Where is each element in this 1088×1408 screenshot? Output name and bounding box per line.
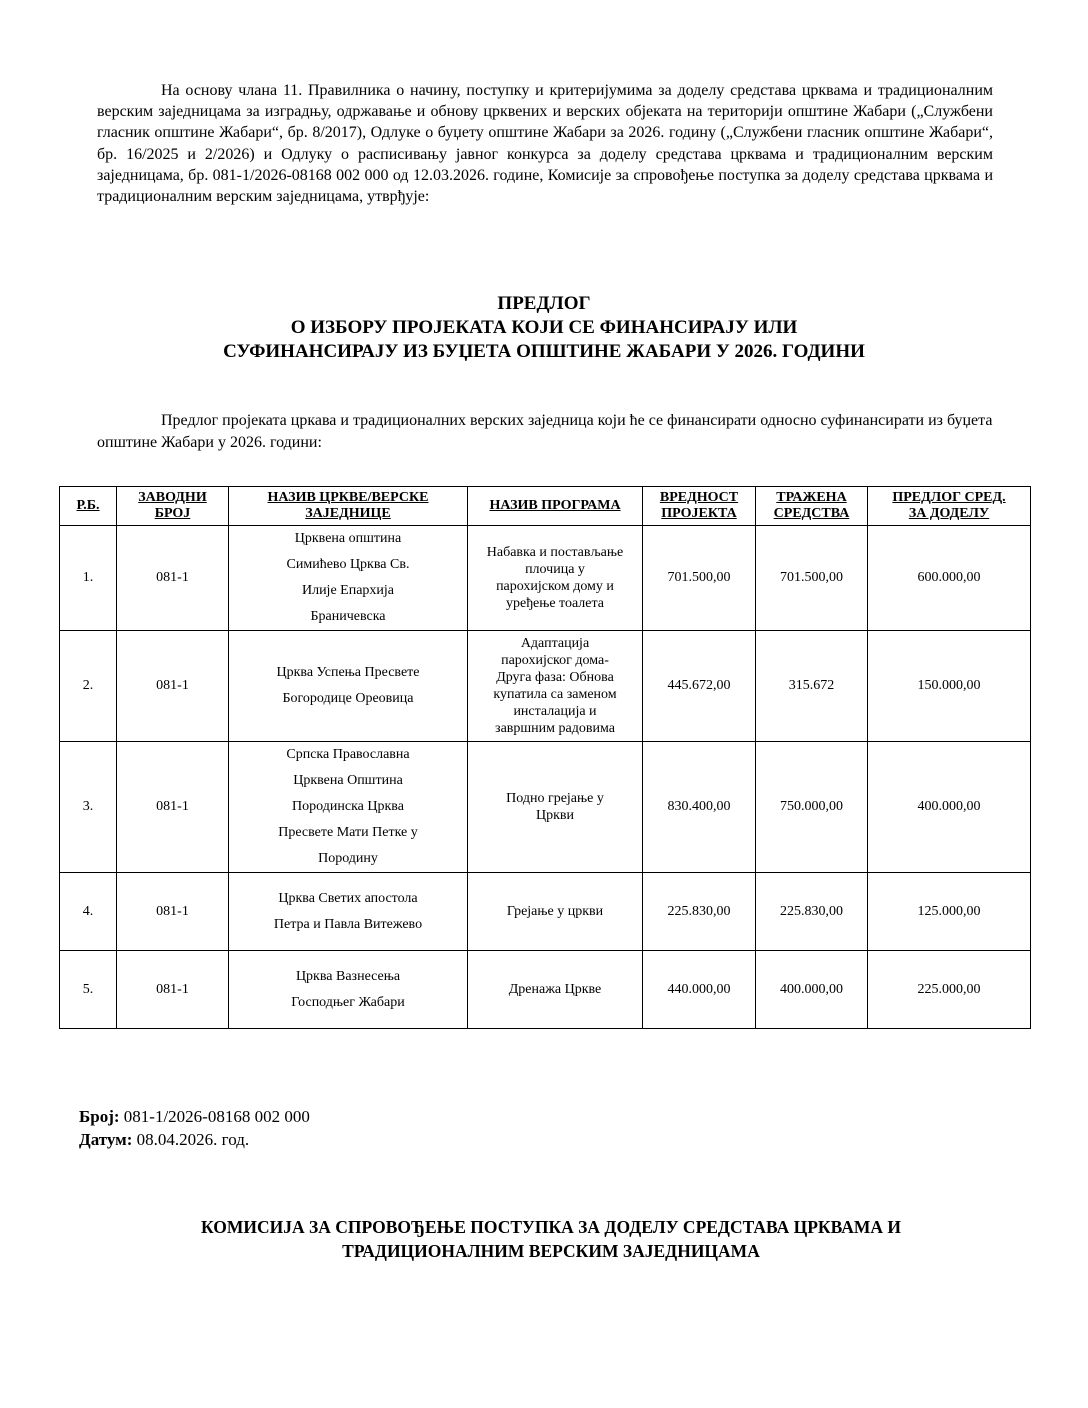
cell-predlog [868, 951, 1031, 1029]
cell-zavodni-broj [117, 873, 229, 951]
cell-church-name-line: Црква Успења Пресвете [276, 665, 420, 680]
header-trazena-sredstva: ТРАЖЕНА СРЕДСТВА [756, 487, 868, 526]
cell-vrednost [643, 873, 756, 951]
cell-program-name [468, 873, 643, 951]
footer-line-2: ТРАДИЦИОНАЛНИМ ВЕРСКИМ ЗАЈЕДНИЦАМА [342, 1241, 760, 1261]
cell-trazena-value: 750.000,00 [780, 799, 843, 814]
cell-vrednost [643, 631, 756, 742]
table-row [60, 631, 1031, 742]
header-naziv-programa: НАЗИВ ПРОГРАМА [468, 487, 643, 526]
footer-line-1: КОМИСИЈА ЗА СПРОВОЂЕЊЕ ПОСТУПКА ЗА ДОДЕЛУ СРЕДСТАВА ЦРКВАМА И [201, 1217, 901, 1237]
cell-zavodni-broj [117, 742, 229, 873]
header-vrednost-projekta: ВРЕДНОСТ ПРОЈЕКТА [643, 487, 756, 526]
cell-church-name-line: Браничевска [310, 609, 386, 624]
cell-vrednost [643, 951, 756, 1029]
cell-program-name-line: Друга фаза: Обнова [496, 670, 614, 685]
table-header-row [60, 487, 1031, 526]
cell-vrednost [643, 526, 756, 631]
table-row [60, 873, 1031, 951]
cell-rb-value: 4. [82, 903, 94, 919]
cell-vrednost-value: 830.400,00 [667, 799, 731, 814]
cell-zavodni-broj [117, 526, 229, 631]
cell-trazena [756, 742, 868, 873]
document-meta [79, 1105, 310, 1151]
projects-table [59, 486, 1031, 1029]
cell-predlog-value: 125.000,00 [917, 903, 981, 919]
cell-trazena [756, 526, 868, 631]
cell-church-name-line: Црквена општина [294, 531, 402, 546]
cell-trazena-value: 315.672 [788, 678, 835, 693]
header-naziv-crkve: НАЗИВ ЦРКВЕ/ВЕРСКЕ ЗАЈЕДНИЦЕ [229, 487, 468, 526]
datum-value: 08.04.2026. год. [136, 1130, 250, 1149]
cell-church-name-line: Црквена Општина [293, 773, 403, 788]
cell-rb [60, 742, 117, 873]
cell-trazena [756, 631, 868, 742]
document-title [0, 292, 1088, 364]
cell-zavodni-broj [117, 631, 229, 742]
title-line-1: ПРЕДЛОГ [497, 293, 591, 314]
cell-zavodni-broj-value: 081-1 [156, 981, 189, 997]
cell-zavodni-broj-value: 081-1 [156, 570, 189, 585]
lead-text: Предлог пројеката цркава и традиционалних верских заједница који ће се финансирати односно суфинансирати из буџета општине Жабари у 2026. години: [97, 412, 993, 451]
cell-church-name [229, 742, 468, 873]
header-predlog-sredstava: ПРЕДЛОГ СРЕД. ЗА ДОДЕЛУ [868, 487, 1031, 526]
title-line-3: СУФИНАНСИРАЈУ ИЗ БУЏЕТА ОПШТИНЕ ЖАБАРИ У 2026. ГОДИНИ [223, 341, 865, 362]
cell-program-name [468, 526, 643, 631]
cell-church-name-line: Породинска Црква [292, 799, 404, 814]
cell-vrednost [643, 742, 756, 873]
table-row [60, 951, 1031, 1029]
cell-rb [60, 631, 117, 742]
title-line-2: О ИЗБОРУ ПРОЈЕКАТА КОЈИ СЕ ФИНАНСИРАЈУ ИЛИ [290, 317, 798, 338]
cell-church-name-line: Илије Епархија [301, 583, 395, 598]
broj-line [79, 1105, 310, 1128]
cell-program-name-line: Цркви [535, 808, 574, 823]
datum-label: Датум: [79, 1130, 133, 1149]
cell-vrednost-value: 440.000,00 [667, 981, 731, 997]
cell-predlog [868, 742, 1031, 873]
commission-signature [0, 1215, 1088, 1263]
cell-vrednost-value: 701.500,00 [667, 570, 731, 585]
cell-program-name-line: Дренажа Цркве [508, 982, 602, 997]
cell-church-name-line: Богородице Ореовица [282, 691, 414, 706]
cell-church-name-line: Српска Православна [286, 747, 410, 762]
cell-church-name-line: Црква Светих апостола [278, 890, 418, 906]
table-row [60, 742, 1031, 873]
cell-church-name-line: Црква Вазнесења [295, 968, 401, 984]
cell-zavodni-broj-value: 081-1 [156, 678, 189, 693]
cell-program-name-line: парохијском дому и [496, 579, 614, 594]
cell-predlog [868, 631, 1031, 742]
cell-church-name-line: Петра и Павла Витежево [273, 916, 423, 932]
cell-program-name-line: инсталација и [513, 704, 597, 719]
cell-program-name [468, 951, 643, 1029]
cell-predlog [868, 526, 1031, 631]
intro-paragraph [97, 80, 993, 207]
datum-line [79, 1128, 310, 1151]
cell-program-name-line: Адаптација [520, 636, 590, 651]
cell-zavodni-broj-value: 081-1 [156, 799, 189, 814]
header-zavodni-broj: ЗАВОДНИ БРОЈ [117, 487, 229, 526]
cell-trazena-value: 400.000,00 [780, 981, 843, 997]
cell-vrednost-value: 225.830,00 [667, 903, 731, 919]
cell-program-name-line: Набавка и постављање [486, 545, 624, 560]
cell-program-name [468, 742, 643, 873]
cell-trazena [756, 873, 868, 951]
cell-church-name-line: Пресвете Мати Петке у [278, 825, 418, 840]
intro-text: На основу члана 11. Правилника о начину, поступку и критеријумима за доделу средстава црквама и традиционалним верским заједницама за изградњу, одржавање и обнову црквених и верских објеката на територији општине Жабари („Службени гласник општине Жабари“, бр. 8/2017), Одлуке о буџету општине Жабари за 2026. годину („Службени гласник општине Жабари“, бр. 16/2025 и 2/2026) и Одлуку о расписивању јавног конкурса за доделу средстава црквама и традиционалним верским заједницама, бр. 081-1/2026-08168 002 000 од 12.03.2026. године, Комисије за спровођење поступка за доделу средстава црквама и традиционалним верским заједницама, утврђује: [97, 82, 993, 206]
cell-rb-value: 3. [82, 799, 94, 814]
cell-program-name-line: Подно грејање у [506, 791, 604, 806]
header-rb: Р.Б. [60, 487, 117, 526]
cell-church-name-line: Породину [318, 851, 378, 866]
lead-paragraph [97, 410, 993, 454]
cell-program-name-line: Грејање у цркви [506, 904, 604, 919]
broj-label: Број: [79, 1107, 120, 1126]
cell-predlog-value: 150.000,00 [917, 678, 981, 693]
cell-trazena-value: 225.830,00 [780, 903, 843, 919]
cell-program-name-line: купатила са заменом [493, 687, 617, 702]
cell-church-name [229, 951, 468, 1029]
cell-church-name [229, 631, 468, 742]
table-row [60, 526, 1031, 631]
cell-rb [60, 951, 117, 1029]
cell-program-name-line: уређење тоалета [506, 596, 604, 611]
cell-church-name-line: Господњег Жабари [291, 994, 405, 1010]
cell-rb-value: 2. [82, 678, 94, 693]
cell-rb-value: 5. [82, 981, 94, 997]
cell-program-name-line: парохијског дома- [501, 653, 609, 668]
cell-rb [60, 873, 117, 951]
cell-zavodni-broj-value: 081-1 [156, 903, 189, 919]
cell-predlog [868, 873, 1031, 951]
cell-trazena-value: 701.500,00 [780, 570, 843, 585]
cell-predlog-value: 400.000,00 [917, 799, 981, 814]
cell-zavodni-broj [117, 951, 229, 1029]
cell-church-name [229, 873, 468, 951]
cell-predlog-value: 225.000,00 [917, 981, 981, 997]
cell-rb [60, 526, 117, 631]
cell-rb-value: 1. [82, 570, 94, 585]
cell-church-name-line: Симићево Црква Св. [286, 557, 410, 572]
cell-church-name [229, 526, 468, 631]
cell-program-name-line: завршним радовима [495, 721, 615, 736]
cell-program-name-line: плочица у [525, 562, 585, 577]
cell-program-name [468, 631, 643, 742]
cell-predlog-value: 600.000,00 [917, 570, 981, 585]
cell-trazena [756, 951, 868, 1029]
broj-value: 081-1/2026-08168 002 000 [123, 1107, 310, 1126]
cell-vrednost-value: 445.672,00 [667, 678, 731, 693]
